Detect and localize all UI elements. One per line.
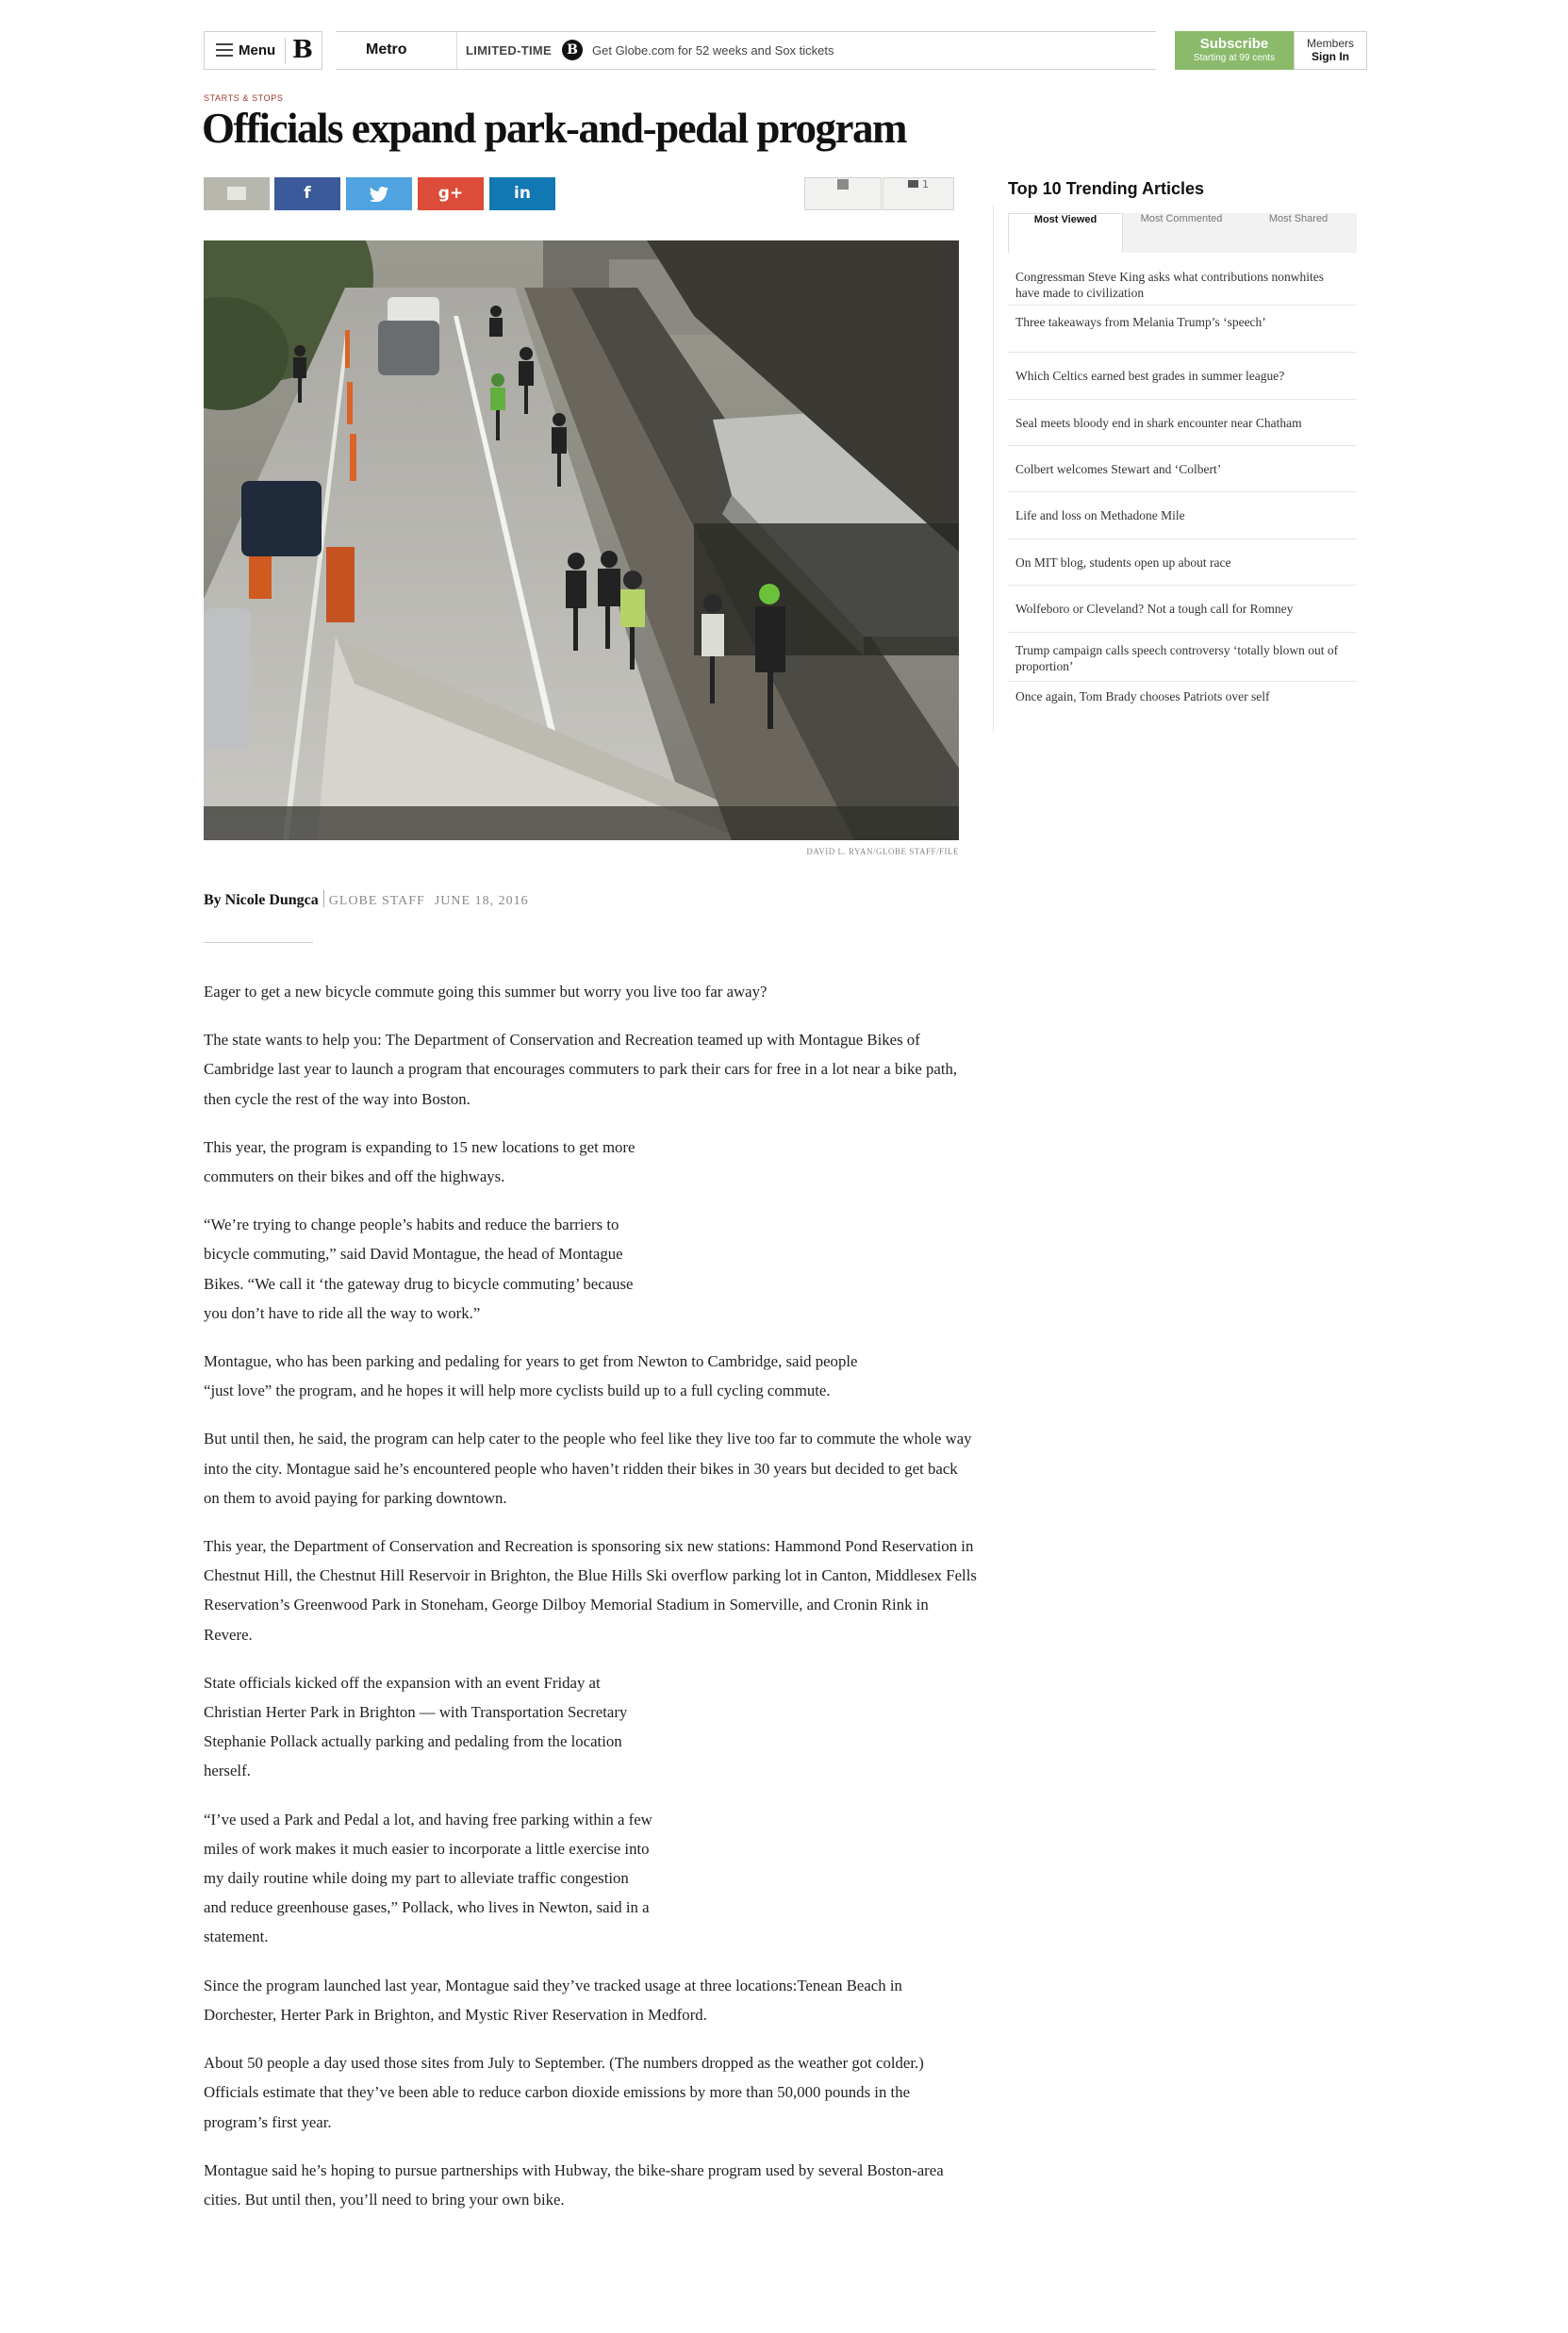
tab-most-commented[interactable]: Most Commented xyxy=(1140,213,1223,224)
trending-article-link[interactable]: On MIT blog, students open up about race xyxy=(1008,539,1357,586)
members-label: Members xyxy=(1306,37,1354,50)
paragraph: Montague said he’s hoping to pursue partnerships with Hubway, the bike-share program used by several Boston-area cities. But until then, you’ll need to bring your own bike. xyxy=(204,2160,944,2209)
paragraph: “I’ve used a Park and Pedal a lot, and having free parking within a few miles of work makes it much easier to incorporate a little exercise into my daily routine while doing my part to alleviate traffic congestion and reduce greenhouse gases,” Pollack, who lives in Newton, said in a statement. xyxy=(204,1810,652,1946)
paragraph: Since the program launched last year, Montague said they’ve tracked usage at three locations:Tenean Beach in Dorchester, Herter Park in Brighton, and Mystic River Reservation in Medford. xyxy=(204,1976,902,2024)
divider xyxy=(456,32,457,69)
linkedin-share-button[interactable] xyxy=(489,177,555,210)
comment-count: 1 xyxy=(922,178,929,190)
print-button[interactable] xyxy=(804,177,882,210)
article-headline: Officials expand park-and-pedal program xyxy=(202,105,906,152)
paragraph: “We’re trying to change people’s habits and reduce the barriers to bicycle commuting,” said David Montague, the head of Montague Bikes. “We call it ‘the gateway drug to bicycle commuting’ because you don’t have to ride all the way to work.” xyxy=(204,1216,634,1322)
menu-button[interactable] xyxy=(204,31,322,70)
subscribe-label: Subscribe xyxy=(1199,36,1269,52)
sign-in-label: Sign In xyxy=(1312,50,1349,63)
paragraph: State officials kicked off the expansion with an event Friday at Christian Herter Park in Brighton — with Transportation Secretary Stephanie Pollack actually parking and pedaling from the location herself. xyxy=(204,1673,628,1780)
divider xyxy=(993,206,994,732)
envelope-icon xyxy=(227,187,246,200)
paragraph: This year, the program is expanding to 15 new locations to get more commuters on their bikes and off the highways. xyxy=(204,1137,635,1186)
trending-article-link[interactable]: Trump campaign calls speech controversy ‘totally blown out of proportion’ xyxy=(1008,633,1357,682)
promo-offer-link[interactable]: Get Globe.com for 52 weeks and Sox tickets xyxy=(592,43,834,58)
twitter-share-button[interactable] xyxy=(346,177,412,210)
trending-article-link[interactable]: Wolfeboro or Cleveland? Not a tough call for Romney xyxy=(1008,586,1357,633)
tab-most-viewed[interactable]: Most Viewed xyxy=(1008,213,1123,253)
linkedin-icon: in xyxy=(514,184,531,203)
trending-tabs xyxy=(1008,213,1357,253)
subscribe-button[interactable] xyxy=(1175,31,1294,70)
section-link-metro[interactable]: Metro xyxy=(366,41,407,58)
paragraph: Eager to get a new bicycle commute going this summer but worry you live too far away? xyxy=(204,983,767,1001)
divider xyxy=(323,890,324,907)
byline xyxy=(204,890,529,909)
globe-logo-icon[interactable]: B xyxy=(292,36,313,64)
paragraph: The state wants to help you: The Department of Conservation and Recreation teamed up with Montague Bikes of Cambridge last year to launch a program that encourages commuters to park their cars for free in a lot near a bike path, then cycle the rest of the way into Boston. xyxy=(204,1031,958,1108)
divider xyxy=(204,942,313,943)
trending-list xyxy=(1008,253,1357,720)
twitter-bird-icon xyxy=(370,187,388,202)
paragraph: Montague, who has been parking and pedaling for years to get from Newton to Cambridge, said people “just love” the program, and he hopes it will help more cyclists build up to a full cycling commute. xyxy=(204,1352,858,1400)
paragraph: About 50 people a day used those sites from July to September. (The numbers dropped as the weather got colder.) Officials estimate that they’ve been able to reduce carbon dioxide emissions by more than 50,000 pounds in the program’s first year. xyxy=(204,2054,924,2131)
subscribe-price: Starting at 99 cents xyxy=(1193,53,1276,63)
trending-article-link[interactable]: Three takeaways from Melania Trump’s ‘speech’ xyxy=(1008,306,1357,353)
comments-button[interactable] xyxy=(883,177,954,210)
article-photo xyxy=(204,240,959,840)
google-plus-icon: g+ xyxy=(437,184,464,203)
article-body xyxy=(204,977,977,2233)
facebook-icon: f xyxy=(304,184,311,203)
tab-most-shared[interactable]: Most Shared xyxy=(1268,213,1329,224)
section-kicker[interactable]: STARTS & STOPS xyxy=(204,93,284,103)
trending-article-link[interactable]: Life and loss on Methadone Mile xyxy=(1008,492,1357,539)
google-plus-share-button[interactable] xyxy=(418,177,484,210)
menu-label: Menu xyxy=(239,42,276,58)
trending-article-link[interactable]: Once again, Tom Brady chooses Patriots over self xyxy=(1015,689,1270,703)
divider xyxy=(285,38,286,64)
comment-bubble-icon xyxy=(908,180,918,188)
publish-date: JUNE 18, 2016 xyxy=(434,894,529,908)
trending-article-link[interactable]: Colbert welcomes Stewart and ‘Colbert’ xyxy=(1008,446,1357,492)
top-nav-bar xyxy=(204,31,1367,70)
photo-credit: DAVID L. RYAN/GLOBE STAFF/FILE xyxy=(806,847,959,856)
section-bar xyxy=(336,31,1156,70)
trending-article-link[interactable]: Congressman Steve King asks what contributions nonwhites have made to civilization xyxy=(1008,253,1357,306)
author-affiliation: GLOBE STAFF xyxy=(328,894,425,908)
paragraph: This year, the Department of Conservation and Recreation is sponsoring six new stations: Hammond Pond Reservation in Chestnut Hill, the Chestnut Hill Reservoir in Brighton, the Blue Hills Ski overflow parking lot in Canton, Middlesex Fells Reservation’s Greenwood Park in Stoneham, George Dilboy Memorial Stadium in Somerville, and Cronin Rink in Revere. xyxy=(204,1537,977,1644)
trending-title: Top 10 Trending Articles xyxy=(1008,179,1205,198)
paragraph: But until then, he said, the program can help cater to the people who feel like they live too far to commute the whole way into the city. Montague said he’s encountered people who haven’t ridden their bikes in 30 years but decided to get back on them to avoid paying for parking downtown. xyxy=(204,1430,972,1507)
hamburger-icon xyxy=(216,43,233,57)
sign-in-button[interactable] xyxy=(1294,31,1367,70)
promo-label[interactable]: LIMITED-TIME xyxy=(466,43,552,58)
facebook-share-button[interactable] xyxy=(274,177,340,210)
printer-icon xyxy=(837,179,849,190)
globe-circle-logo-icon[interactable]: B xyxy=(562,40,583,60)
trending-article-link[interactable]: Seal meets bloody end in shark encounter near Chatham xyxy=(1008,400,1357,446)
author-name[interactable]: By Nicole Dungca xyxy=(204,892,319,908)
email-share-button[interactable] xyxy=(204,177,270,210)
trending-article-link[interactable]: Which Celtics earned best grades in summer league? xyxy=(1008,353,1357,400)
